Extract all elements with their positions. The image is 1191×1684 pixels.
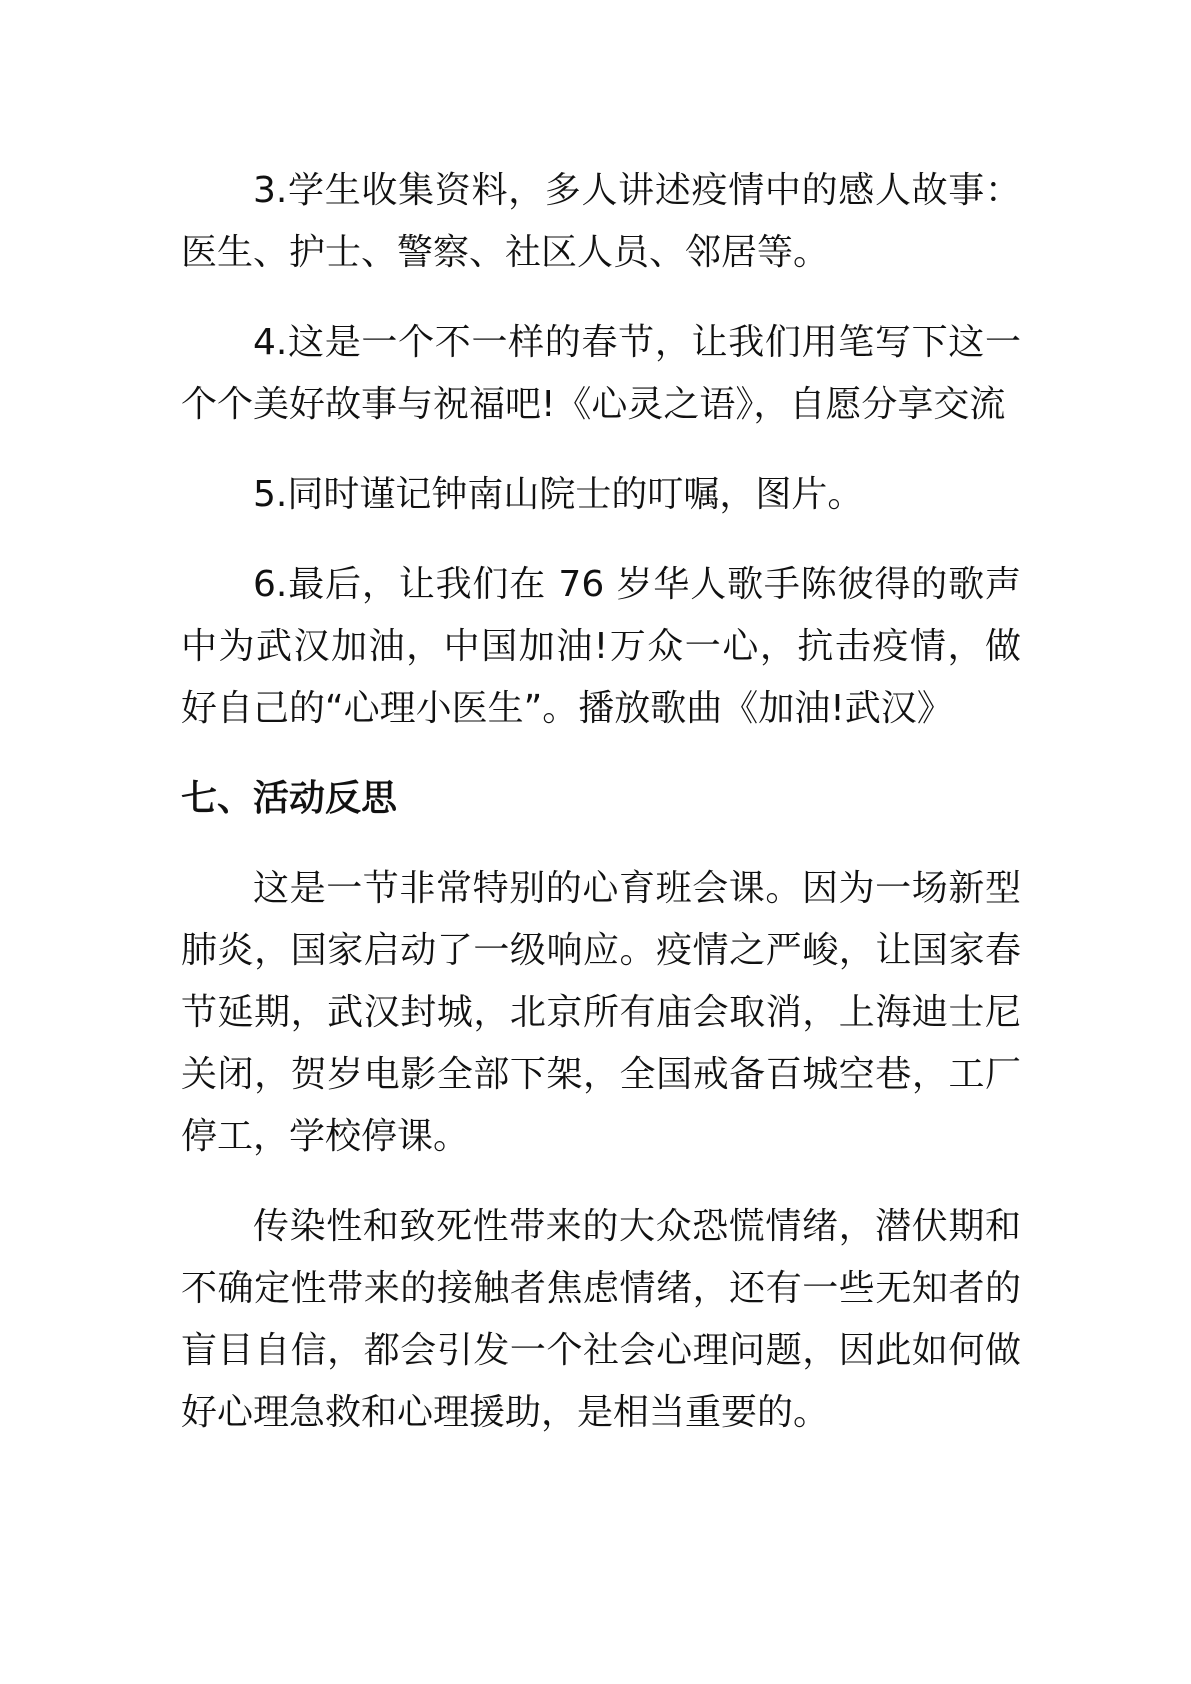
paragraph-item-3: 3.学生收集资料，多人讲述疫情中的感人故事：医生、护士、警察、社区人员、邻居等。 — [181, 170, 1021, 273]
paragraph-item-6: 6.最后，让我们在 76 岁华人歌手陈彼得的歌声中为武汉加油，中国加油!万众一心，抗击疫情，做好自己的“心理小医生”。播放歌曲《加油!武汉》 — [181, 564, 1021, 729]
reflection-paragraph-1: 这是一节非常特别的心育班会课。因为一场新型肺炎，国家启动了一级响应。疫情之严峻，让国家春节延期，武汉封城，北京所有庙会取消，上海迪士尼关闭，贺岁电影全部下架，全国戒备百城空巷，工厂停工，学校停课。 — [181, 868, 1021, 1157]
document-body — [181, 160, 1021, 1472]
section-heading-reflection: 七、活动反思 — [181, 778, 398, 819]
paragraph-item-5: 5.同时谨记钟南山院士的叮嘱，图片。 — [253, 474, 864, 515]
paragraph-item-4: 4.这是一个不一样的春节，让我们用笔写下这一个个美好故事与祝福吧!《心灵之语》，自愿分享交流 — [181, 322, 1021, 425]
reflection-paragraph-2: 传染性和致死性带来的大众恐慌情绪，潜伏期和不确定性带来的接触者焦虑情绪，还有一些无知者的盲目自信，都会引发一个社会心理问题，因此如何做好心理急救和心理援助，是相当重要的。 — [181, 1206, 1021, 1433]
